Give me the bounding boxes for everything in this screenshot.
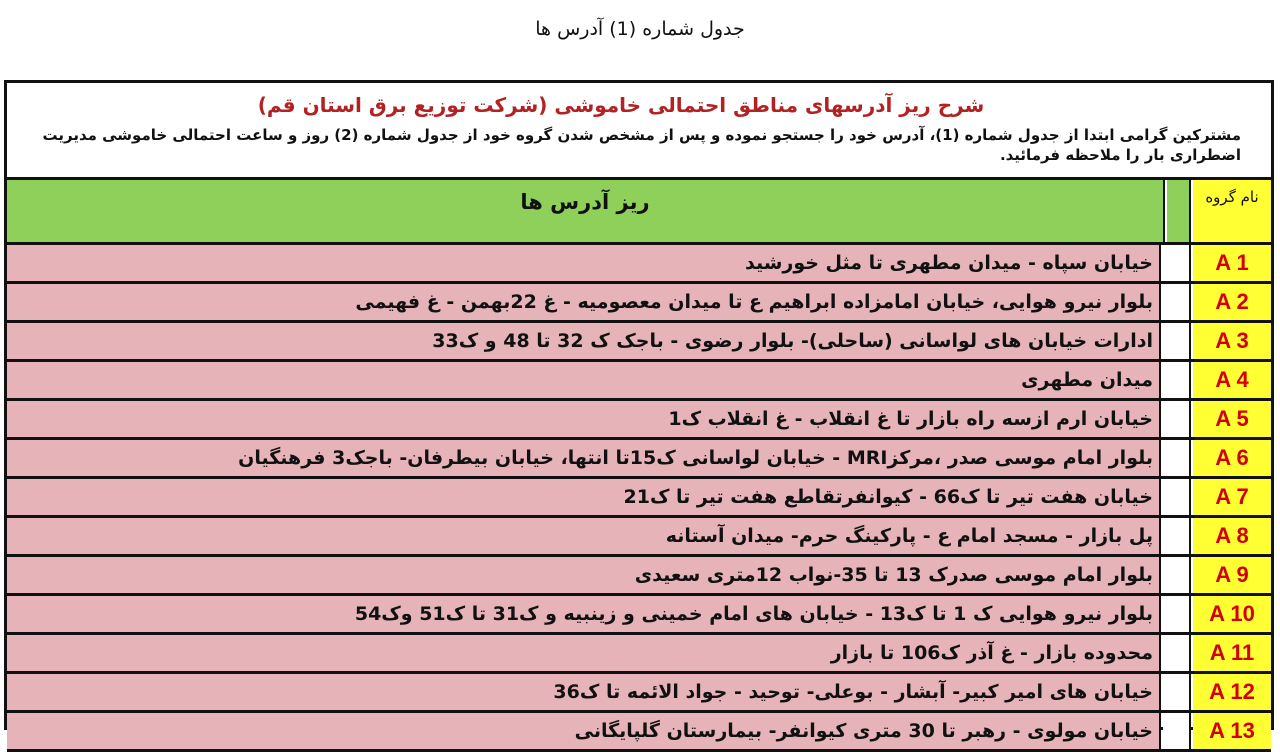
table-row [7,323,1271,362]
table-row [7,479,1271,518]
table-row [7,713,1271,752]
row-group-code: A 8 [1193,518,1271,554]
row-address: ادارات خیابان های لواسانی (ساحلی)- بلوار رضوی - باجک ک 32 تا 48 و ک33 [7,323,1161,359]
row-address: محدوده بازار - غ آذر ک106 تا بازار [7,635,1161,671]
row-address: پل بازار - مسجد امام ع - پارکینگ حرم- میدان آستانه [7,518,1161,554]
row-spacer [1163,401,1191,437]
column-header-addresses: ریز آدرس ها [7,180,1165,242]
row-spacer [1163,323,1191,359]
row-address: خیابان های امیر کبیر- آبشار - بوعلی- توحید - جواد الائمه تا ک36 [7,674,1161,710]
table-row [7,440,1271,479]
row-group-code: A 6 [1193,440,1271,476]
row-group-code: A 5 [1193,401,1271,437]
table-row [7,557,1271,596]
address-table [4,80,1274,743]
row-group-code: A 4 [1193,362,1271,398]
row-group-code: A 13 [1193,713,1271,749]
row-spacer [1163,596,1191,632]
row-group-code: A 11 [1193,635,1271,671]
table-body [7,245,1271,752]
document-title: جدول شماره (1) آدرس ها [535,18,745,40]
table-row [7,596,1271,635]
column-header-spacer [1167,180,1191,242]
table-header-box [7,83,1271,180]
row-address: خیابان مولوی - رهبر تا 30 متری کیوانفر- بیمارستان گلپایگانی [7,713,1161,749]
row-address: بلوار امام موسی صدر ،مرکزMRI - خیابان لواسانی ک15تا انتها، خیابان بیطرفان- باجک3 فرهنگیان [7,440,1161,476]
table-row [7,245,1271,284]
row-spacer [1163,557,1191,593]
table-row [7,518,1271,557]
row-spacer [1163,245,1191,281]
row-group-code: A 3 [1193,323,1271,359]
row-spacer [1163,362,1191,398]
row-spacer [1163,479,1191,515]
row-spacer [1163,518,1191,554]
row-group-code: A 10 [1193,596,1271,632]
table-description: مشترکین گرامی ابتدا از جدول شماره (1)، آدرس خود را جستجو نموده و پس از مشخص شدن گروه خود از جدول شماره (2) روز و ساعت احتمالی خاموشی مدیریت اضطراری بار را ملاحظه فرمائید. [42,126,1241,164]
row-group-code: A 1 [1193,245,1271,281]
row-address: خیابان ارم ازسه راه بازار تا غ انقلاب - غ انقلاب ک1 [7,401,1161,437]
column-header-group-name: نام گروه [1193,180,1271,242]
row-address: بلوار نیرو هوایی ک 1 تا ک13 - خیابان های امام خمینی و زینبیه و ک31 تا ک51 وک54 [7,596,1161,632]
table-row [7,401,1271,440]
table-row [7,362,1271,401]
column-header-row [7,180,1271,245]
table-row [7,674,1271,713]
row-address: بلوار امام موسی صدرک 13 تا 35-نواب 12متری سعیدی [7,557,1161,593]
row-spacer [1163,713,1191,749]
row-spacer [1163,284,1191,320]
row-group-code: A 2 [1193,284,1271,320]
table-title: شرح ریز آدرسهای مناطق احتمالی خاموشی (شرکت توزیع برق استان قم) [257,93,985,117]
table-row [7,284,1271,323]
table-row [7,635,1271,674]
row-address: خیابان سپاه - میدان مطهری تا مثل خورشید [7,245,1161,281]
row-group-code: A 12 [1193,674,1271,710]
row-address: بلوار نیرو هوایی، خیابان امامزاده ابراهیم ع تا میدان معصومیه - غ 22بهمن - غ فهیمی [7,284,1161,320]
row-address: خیابان هفت تیر تا ک66 - کیوانفرتقاطع هفت تیر تا ک21 [7,479,1161,515]
row-spacer [1163,440,1191,476]
row-spacer [1163,674,1191,710]
row-group-code: A 7 [1193,479,1271,515]
row-group-code: A 9 [1193,557,1271,593]
row-spacer [1163,635,1191,671]
row-address: میدان مطهری [7,362,1161,398]
